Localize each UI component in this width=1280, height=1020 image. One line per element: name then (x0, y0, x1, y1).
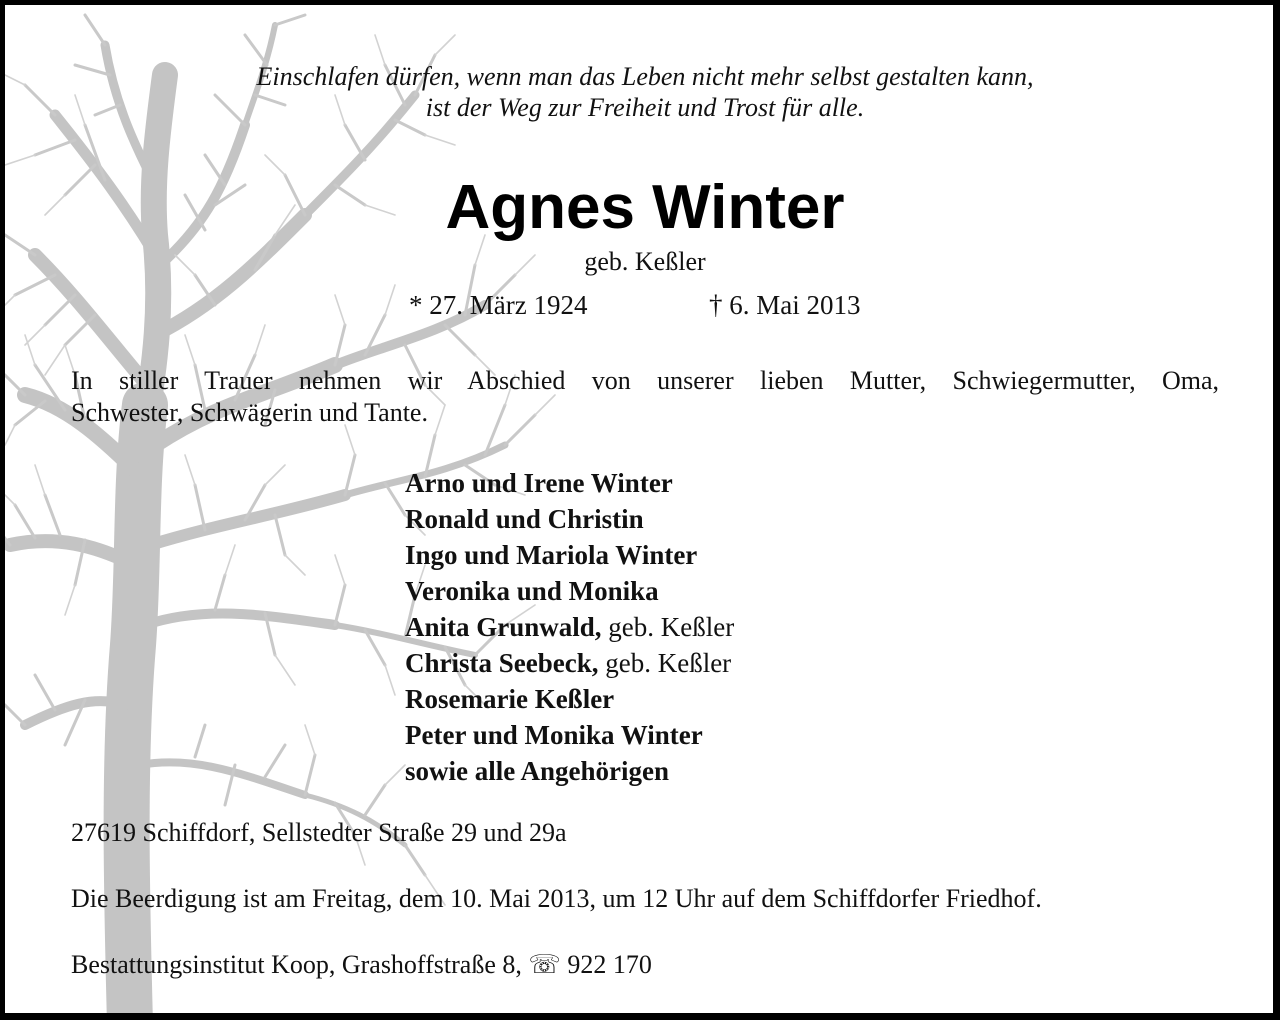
mourner-name: Rosemarie Keßler (405, 684, 615, 714)
intro-line: In stiller Trauer nehmen wir Abschied von unserer lieben Mutter, Schwiegermutter, Oma, (71, 366, 1219, 395)
funeral-info: Die Beerdigung ist am Freitag, dem 10. Mai 2013, um 12 Uhr auf dem Schiffdorfer Friedhof. (71, 884, 1042, 913)
mourner-row (405, 465, 734, 501)
undertaker-info: Bestattungsinstitut Koop, Grashoffstraße 8, ☏ 922 170 (71, 950, 652, 979)
mourner-row (405, 753, 734, 789)
mourner-row (405, 501, 734, 537)
mourner-row (405, 645, 734, 681)
death-date: † 6. Mai 2013 (709, 290, 861, 320)
verse-line: ist der Weg zur Freiheit und Trost für alle. (425, 93, 865, 122)
verse-line: Einschlafen dürfen, wenn man das Leben nicht mehr selbst gestalten kann, (256, 62, 1034, 91)
mourner-suffix: geb. Keßler (608, 612, 735, 642)
mourner-name: Peter und Monika Winter (405, 720, 703, 750)
mourner-row (405, 681, 734, 717)
intro-text (71, 365, 1219, 429)
intro-line: Schwester, Schwägerin und Tante. (71, 398, 428, 427)
mourner-name: Arno und Irene Winter (405, 468, 673, 498)
birth-date: * 27. März 1924 (409, 290, 588, 320)
mourner-row (405, 609, 734, 645)
mourner-name: Anita Grunwald, (405, 612, 602, 642)
mourner-name: Ronald und Christin (405, 504, 644, 534)
mourner-row (405, 537, 734, 573)
family-address: 27619 Schiffdorf, Sellstedter Straße 29 und 29a (71, 818, 567, 847)
mourner-name: sowie alle Angehörigen (405, 756, 669, 786)
mourner-row (405, 717, 734, 753)
maiden-name: geb. Keßler (584, 247, 706, 276)
mourner-row (405, 573, 734, 609)
mourner-name: Veronika und Monika (405, 576, 659, 606)
mourners-list (405, 465, 734, 789)
deceased-name: Agnes Winter (445, 173, 845, 242)
mourner-name: Christa Seebeck, (405, 648, 599, 678)
mourner-suffix: geb. Keßler (605, 648, 732, 678)
notice-content (5, 5, 1280, 1020)
memorial-verse (5, 61, 1280, 123)
mourner-name: Ingo und Mariola Winter (405, 540, 698, 570)
